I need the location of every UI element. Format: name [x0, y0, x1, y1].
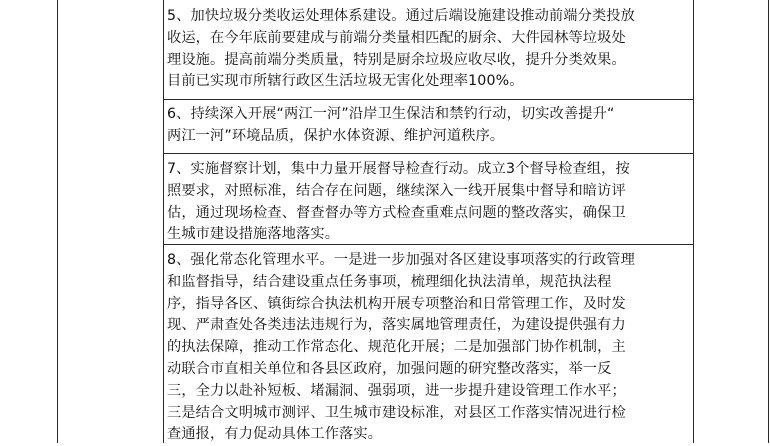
- row-text-line: 7、实施督察计划，集中力量开展督导检查行动。成立3个督导检查组，按: [167, 161, 630, 177]
- row-text-line: 三，全力以赴补短板、堵漏洞、强弱项，进一步提升建设管理工作水平；: [167, 382, 626, 399]
- row-text-line: 生城市建设措施落地落实。: [167, 226, 340, 243]
- row-text-line: 收运，在今年底前要建成与前端分类量相匹配的厨余、大件园林等垃圾处: [167, 29, 626, 46]
- column-divider: [163, 0, 164, 443]
- row-text-line: 理设施。提高前端分类质量，特别是厨余垃圾应收尽收，提升分类效果。: [167, 51, 626, 68]
- row-text-line: 动联合市直相关单位和各县区政府，加强问题的研究整改落实，举一反: [167, 360, 612, 377]
- row-text-line: 三是结合文明城市测评、卫生城市建设标准，对县区工作落实情况进行检: [167, 404, 626, 421]
- row-text-line: 的执法保障，推动工作常态化、规范化开展；二是加强部门协作机制，主: [167, 339, 626, 356]
- row-text-line: 现、严肃查处各类违法违规行为，落实属地管理责任，为建设提供强有力: [167, 317, 626, 334]
- table-row: [167, 6, 690, 93]
- row-text-line: 估，通过现场检查、督查督办等方式检查重难点问题的整改落实，确保卫: [167, 204, 626, 221]
- table-row: [167, 159, 690, 246]
- row-divider: [163, 99, 694, 100]
- row-text-line: 和监督指导，结合建设重点任务事项，梳理细化执法清单，规范执法程: [167, 273, 612, 290]
- row-text-line: 序，指导各区、镇街综合执法机构开展专项整治和日常管理工作，及时发: [167, 295, 626, 312]
- row-text-line: 8、强化常态化管理水平。一是进一步加强对各区建设事项落实的行政管理: [167, 252, 635, 268]
- column-divider: [57, 0, 58, 443]
- table-row: [167, 104, 690, 148]
- table-row: [167, 250, 690, 446]
- row-text-line: 照要求，对照标准，结合存在问题，继续深入一线开展集中督导和暗访评: [167, 182, 626, 199]
- row-text-line: 两江一河”环境品质，保护水体资源、维护河道秩序。: [167, 127, 505, 144]
- column-divider: [693, 0, 694, 443]
- row-text-line: 查通报，有力促动具体工作落实。: [167, 426, 383, 443]
- row-divider: [163, 153, 694, 154]
- row-text-line: 目前已实现市所辖行政区生活垃圾无害化处理率100%。: [167, 73, 524, 90]
- row-text-line: 5、加快垃圾分类收运处理体系建设。通过后端设施建设推动前端分类投放: [167, 8, 635, 24]
- column-divider: [768, 0, 769, 443]
- row-text-line: 6、持续深入开展“两江一河”沿岸卫生保洁和禁钓行动，切实改善提升“: [167, 106, 615, 122]
